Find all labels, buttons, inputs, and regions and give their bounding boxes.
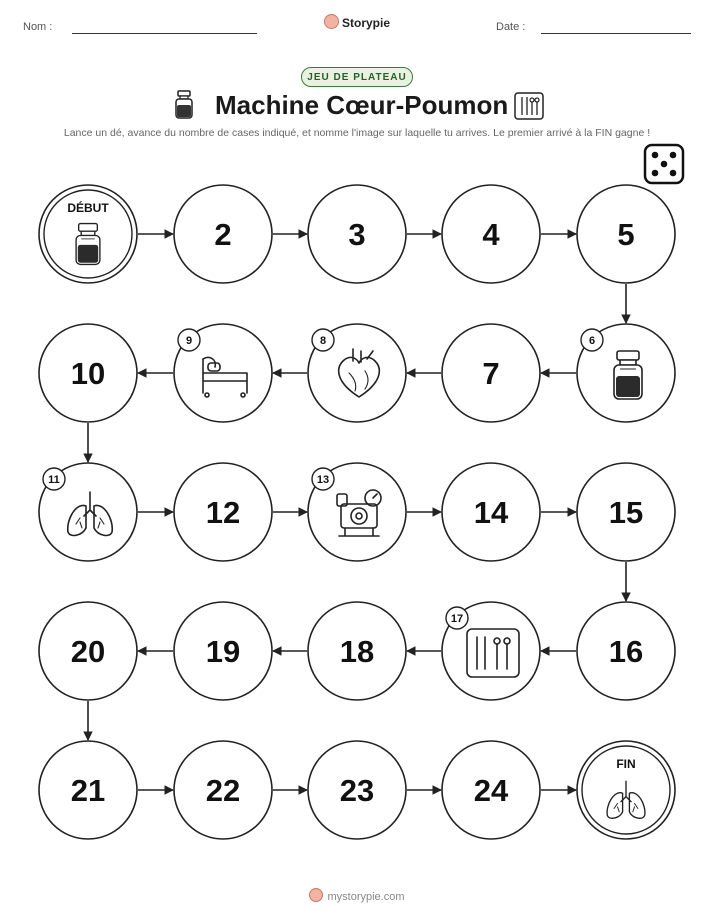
square-number: 6 [588,335,596,347]
bear-logo-icon [309,888,323,902]
square-number: 15 [608,495,644,530]
board-square-14 [442,463,540,561]
board-square-19 [174,602,272,700]
square-number: 17 [450,613,464,625]
board-square-5 [577,185,675,283]
footer [0,888,714,903]
vial-icon [614,351,642,399]
date-label: Date : [496,21,526,33]
square-number: 18 [339,634,375,669]
board-square-6 [577,324,675,422]
square-number: 14 [473,495,509,530]
start-label: DÉBUT [67,201,109,215]
board-square-23 [308,741,406,839]
square-number: 13 [316,474,330,486]
square-number: 20 [70,634,106,669]
game-tag: JEU DE PLATEAU [301,67,413,87]
board-square-20 [39,602,137,700]
square-number: 23 [339,773,375,808]
board-square-24 [442,741,540,839]
square-number: 24 [473,773,509,808]
footer-url: mystorypie.com [327,891,405,903]
page-title: Machine Cœur-Poumon [215,90,509,120]
board-square-10 [39,324,137,422]
square-number: 19 [205,634,241,669]
board-square-25 [577,741,675,839]
square-number: 9 [185,335,193,347]
board-square-18 [308,602,406,700]
square-number: 12 [205,495,241,530]
board-square-3 [308,185,406,283]
end-label: FIN [616,757,636,771]
board-square-1 [39,185,137,283]
board-square-21 [39,741,137,839]
board-square-4 [442,185,540,283]
board-square-2 [174,185,272,283]
board-square-11 [39,463,137,561]
board-squares [39,185,675,839]
board-square-16 [577,602,675,700]
square-number: 11 [48,474,60,486]
square-number: 3 [348,217,366,252]
square-number: 5 [617,217,635,252]
board-square-8 [308,324,406,422]
square-number: 10 [70,356,106,391]
square-number: 22 [205,773,241,808]
square-number: 2 [214,217,232,252]
square-number: 8 [319,335,327,347]
board-square-22 [174,741,272,839]
board-square-15 [577,463,675,561]
board-square-7 [442,324,540,422]
board-square-9 [174,324,272,422]
square-number: 16 [608,634,644,669]
square-number: 21 [70,773,106,808]
square-number: 7 [482,356,500,391]
vial-icon [76,224,100,265]
brand-name: Storypie [342,16,391,30]
board-square-12 [174,463,272,561]
instructions-text: Lance un dé, avance du nombre de cases indiqué, et nomme l'image sur laquelle tu arrives. Le premier arrivé à la FIN gagne ! [63,127,651,139]
board-square-13 [308,463,406,561]
board-square-17 [442,602,540,700]
name-label: Nom : [23,21,53,33]
square-number: 4 [482,217,500,252]
